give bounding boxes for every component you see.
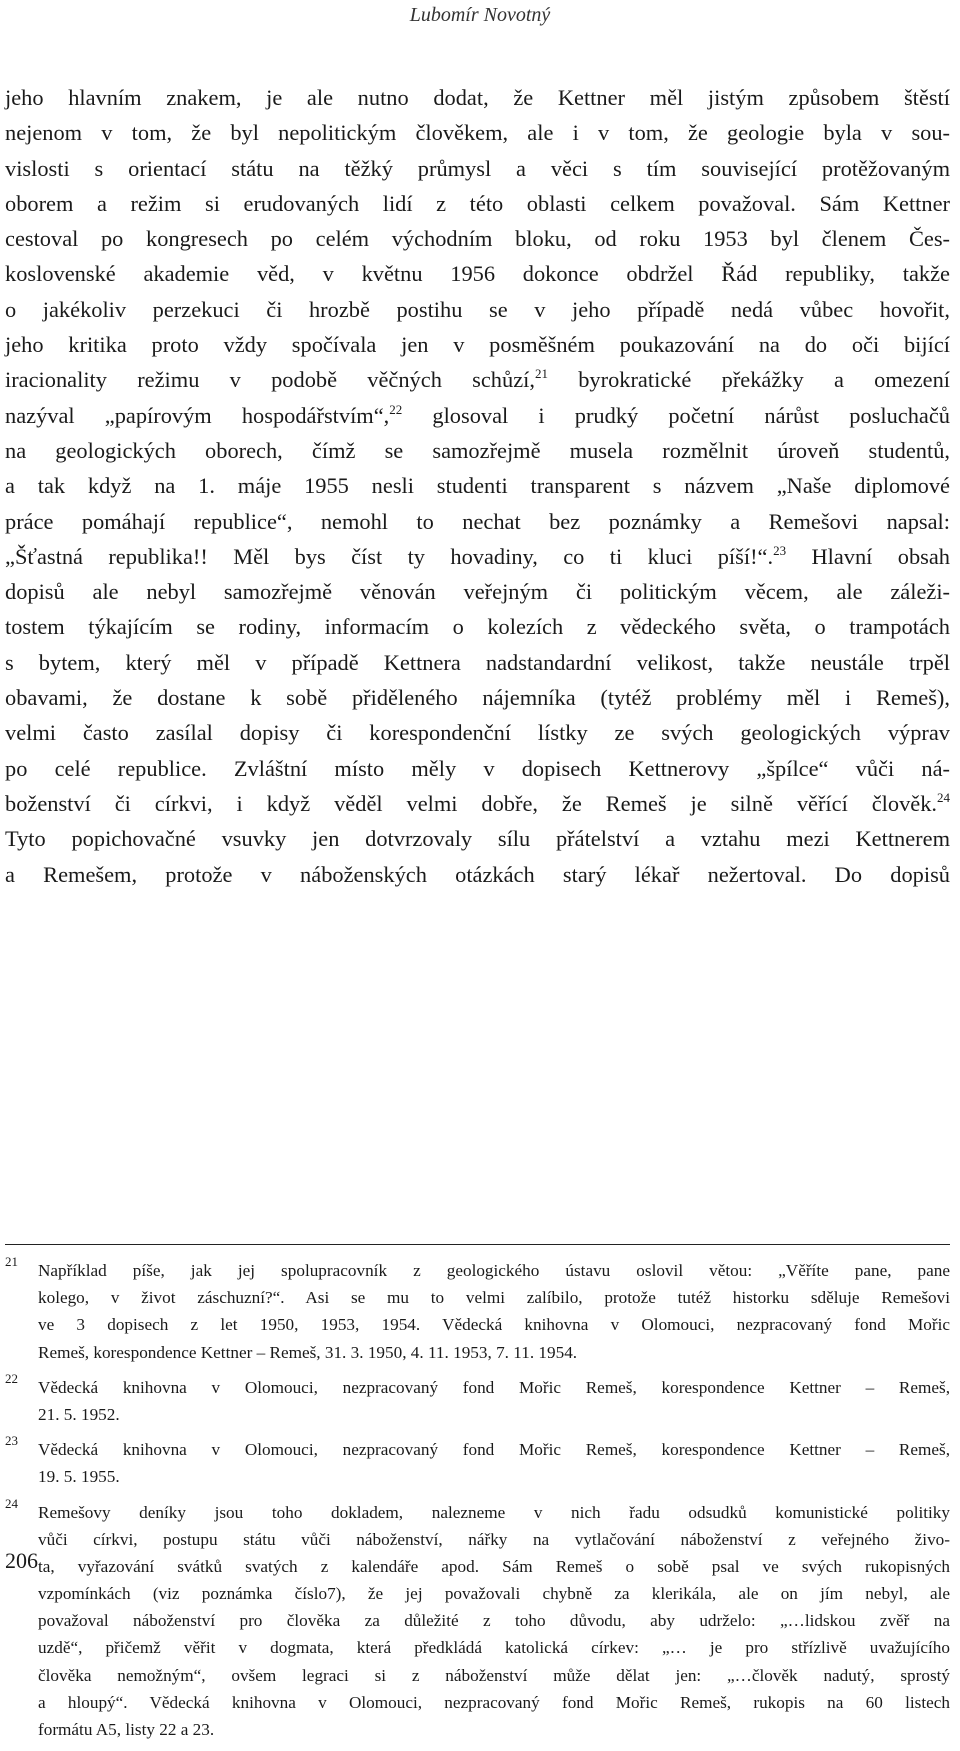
text-line [5, 186, 950, 221]
footnote-reference[interactable]: 24 [937, 789, 950, 805]
text-segment: vislosti s orientací státu na těžký průmysl a věci s tím související protěžovaným [5, 155, 950, 181]
text-line [5, 504, 950, 539]
footnote-separator [5, 1244, 950, 1245]
text-segment: nazýval „papírovým hospodářstvím“, [5, 402, 390, 428]
text-segment: obavami, že dostane k sobě přiděleného nájemníka (tytéž problémy měl i Remeš), [5, 685, 950, 711]
footnote-line: Vědecká knihovna v Olomouci, nezpracovaný fond Mořic Remeš, korespondence Kettner – Remeš, [38, 1440, 950, 1460]
text-segment: jeho kritika proto vždy spočívala jen v posměšném poukazování na do oči bijící [5, 332, 950, 358]
footnote-23 [5, 1433, 950, 1490]
text-line [5, 327, 950, 362]
footnote-line: 19. 5. 1955. [38, 1467, 120, 1487]
text-segment: práce pomáhají republice“, nemohl to nechat bez poznámky a Remešovi napsal: [5, 508, 950, 534]
text-segment: byrokratické překážky a omezení [547, 367, 950, 393]
text-segment: a tak když na 1. máje 1955 nesli studenti transparent s názvem „Naše diplomové [5, 473, 950, 499]
footnotes [5, 1254, 950, 1751]
footnote-number: 23 [5, 1433, 18, 1449]
text-segment: glosoval i prudký početní nárůst posluchačů [402, 402, 950, 428]
text-line [5, 362, 950, 397]
text-line [5, 645, 950, 680]
footnote-24 [5, 1495, 950, 1744]
text-segment: iracionality režimu v podobě věčných schůzí, [5, 367, 535, 393]
footnote-line: Například píše, jak jej spolupracovník z geologického ústavu oslovil větou: „Věříte pane, pane [38, 1261, 950, 1280]
footnote-line: považoval náboženství pro člověka za důležité z toho důvodu, aby udrželo: „…lidskou zvěř na [38, 1611, 950, 1631]
text-line [5, 574, 950, 609]
footnote-number: 21 [5, 1254, 18, 1269]
text-segment: „Šťastná republika!! Měl bys číst ty hovadiny, co ti kluci píší!“. [5, 543, 774, 569]
text-segment: po celé republice. Zvláštní místo měly v dopisech Kettnerovy „špílce“ vůči ná- [5, 755, 950, 781]
text-line [5, 398, 950, 433]
footnote-reference[interactable]: 22 [389, 401, 403, 417]
text-segment: jeho hlavním znakem, je ale nutno dodat, že Kettner měl jistým způsobem štěstí [5, 85, 950, 110]
text-line [5, 751, 950, 786]
footnote-line: 21. 5. 1952. [38, 1404, 120, 1424]
text-segment: oborem a režim si erudovaných lidí z této oblasti celkem považoval. Sám Kettner [5, 190, 950, 216]
footnote-line: ta, vyřazování svátků svatých z kalendáře apod. Sám Remeš o sobě psal ve svých rukopisných [38, 1556, 950, 1576]
text-line [5, 786, 950, 821]
text-line [5, 115, 950, 150]
text-line [5, 151, 950, 186]
text-segment: na geologických oborech, čímž se samozřejmě musela rozmělnit úroveň studentů, [5, 437, 950, 463]
text-line [5, 821, 950, 856]
text-segment: tostem týkajícím se rodiny, informacím o kolezích z vědeckého světa, o trampotách [5, 614, 950, 640]
text-line [5, 609, 950, 644]
text-line [5, 80, 950, 115]
text-segment: boženství či církvi, i když věděl velmi dobře, že Remeš je silně věřící člověk. [5, 790, 937, 816]
footnote-line: vůči církvi, postupu státu vůči náboženství, nářky na vytlačování náboženství z veřejného živo- [38, 1529, 950, 1549]
text-segment: koslovenské akademie věd, v květnu 1956 dokonce obdržel Řád republiky, takže [5, 261, 950, 287]
text-line [5, 468, 950, 503]
text-line [5, 857, 950, 892]
footnote-line: Remešovy deníky jsou toho dokladem, nalezneme v nich řadu odsudků komunistické politiky [38, 1502, 950, 1522]
text-line [5, 715, 950, 750]
footnote-reference[interactable]: 21 [534, 366, 548, 382]
footnote-21 [5, 1254, 950, 1366]
text-line [5, 221, 950, 256]
footnote-line: Remeš, korespondence Kettner – Remeš, 31. 3. 1950, 4. 11. 1953, 7. 11. 1954. [38, 1342, 578, 1362]
footnote-line: uzdě“, přičemž věřit v dogmata, která předkládá katolická církev: „… je pro střízlivě uvažujícího [38, 1638, 950, 1658]
footnote-line: Vědecká knihovna v Olomouci, nezpracovaný fond Mořic Remeš, korespondence Kettner – Remeš, [38, 1377, 950, 1397]
footnote-line: formátu A5, listy 22 a 23. [38, 1720, 215, 1739]
page-number: 206 [5, 1548, 38, 1573]
footnote-number: 24 [5, 1495, 18, 1511]
text-line [5, 256, 950, 291]
footnote-number: 22 [5, 1370, 18, 1386]
text-segment: s bytem, který měl v případě Kettnera nadstandardní velikost, takže neustále trpěl [5, 649, 950, 675]
footnote-line: kolego, v život záschuzní?“. Asi se mu to velmi zalíbilo, protože tutéž historku sděluje Remešovi [38, 1288, 950, 1308]
text-segment: Tyto popichovačné vsuvky jen dotvrzovaly sílu přátelství a vztahu mezi Kettnerem [5, 826, 950, 852]
text-segment: a Remešem, protože v náboženských otázkách starý lékař nežertoval. Do dopisů [5, 861, 950, 887]
footnote-line: ve 3 dopisech z let 1950, 1953, 1954. Vědecká knihovna v Olomouci, nezpracovaný fond Mořic [38, 1315, 950, 1335]
text-line [5, 680, 950, 715]
text-line [5, 292, 950, 327]
text-segment: cestoval po kongresech po celém východním bloku, od roku 1953 byl členem Čes- [5, 226, 950, 252]
text-segment: dopisů ale nebyl samozřejmě věnován veřejným či politickým věcem, ale záleži- [5, 579, 950, 605]
footnote-line: člověka nemožným“, ovšem legraci si z náboženství může dělat jen: „…člověk nadutý, sprostý [38, 1665, 950, 1685]
footnote-line: a hloupý“. Vědecká knihovna v Olomouci, nezpracovaný fond Mořic Remeš, rukopis na 60 listech [38, 1692, 950, 1712]
text-segment: Hlavní obsah [786, 543, 950, 569]
main-text [5, 80, 950, 892]
text-line [5, 433, 950, 468]
footnote-line: vzpomínkách (viz poznámka číslo7), že jej považovali chybně za klerikála, ale on jím nebyl, ale [38, 1584, 950, 1604]
running-header-author: Lubomír Novotný [409, 4, 551, 26]
footnote-22 [5, 1370, 950, 1428]
text-line [5, 539, 950, 574]
text-segment: velmi často zasílal dopisy či korespondenční lístky ze svých geologických výprav [5, 720, 950, 746]
text-segment: o jakékoliv perzekuci či hrozbě postihu se v jeho případě nedá vůbec hovořit, [5, 296, 950, 322]
footnote-reference[interactable]: 23 [773, 542, 787, 558]
text-segment: nejenom v tom, že byl nepolitickým člověkem, ale i v tom, že geologie byla v sou- [5, 120, 950, 146]
